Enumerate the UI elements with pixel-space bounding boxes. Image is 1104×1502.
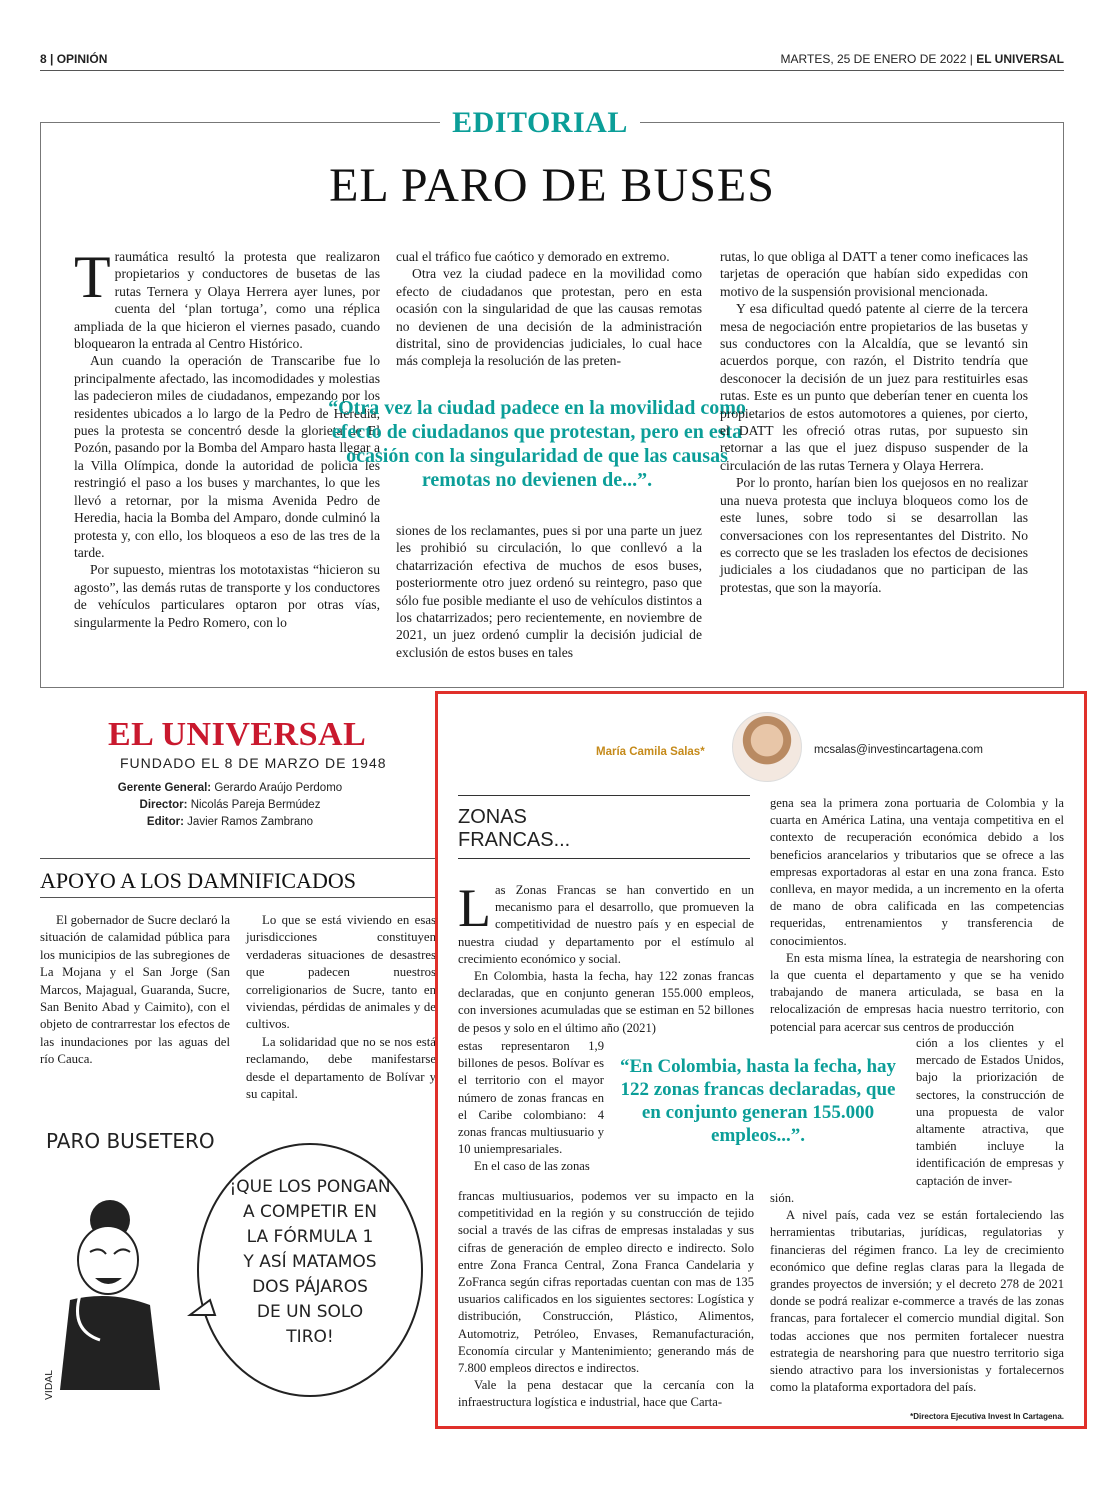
editorial-col3-p1: rutas, lo que obliga al DATT a tener como ineficaces las tarjetas de operación que habían sido expedidas con motivo de la suspensión provisional mencionada. (720, 249, 1028, 299)
column-col1-narrow (458, 1038, 604, 1176)
column-title-bottom-rule (458, 858, 750, 859)
editorial-column-2-bottom (396, 522, 702, 661)
column-title-top-rule (458, 795, 750, 796)
editorial-col1-p3: Por supuesto, mientras los mototaxistas “hicieron su agosto”, las demás rutas de transporte y los conductores de vehículos particulares optaron por otras vías, singularmente la Pedro Romero, con lo (74, 562, 380, 630)
editorial-column-2-top (396, 248, 702, 370)
apoyo-col2-p1: Lo que se está viviendo en esas jurisdicciones constituyen verdaderas situaciones de desastres que padecen nuestros correligionarios de Sucre, tanto en viviendas, pérdidas de animales y de cultivos. (246, 913, 436, 1032)
staff-line: Director: Nicolás Pareja Bermúdez (139, 799, 321, 811)
author-email: mcsalas@investincartagena.com (814, 744, 983, 756)
column-col1-p1: as Zonas Francas se han convertido en un mecanismo para el desarrollo, que promueven la competitividad de nuestro país y en especial de nuestra ciudad y departamento por el estímulo al crecimiento económico y social. (458, 883, 754, 966)
column-col1-top (458, 878, 754, 1037)
cartoon-character (60, 1200, 160, 1390)
column-col1-p2: En Colombia, hasta la fecha, hay 122 zonas francas declaradas, que en conjunto generan 155.000 empleos, con inversiones acumuladas que se estiman en 52 billones de pesos y solo en el último año (2021) (458, 969, 754, 1035)
bubble-line: Y ASÍ MATAMOS (243, 1252, 377, 1272)
editorial-col2-p3: siones de los reclamantes, pues si por una parte un juez les prohibió su circulación, lo que conllevó a la chatarrización efectiva de muchos de esos buses, posteriormente otro juez ordenó su reintegro, paso que sólo fue posible mediante el uso de vehículos distintos a los chatarrizados; pero recientemente, en noviembre de 2021, un juez ordenó cumplir la decisión judicial de exclusión de estos buses en tales (396, 523, 702, 660)
editorial-dropcap: T (74, 244, 111, 310)
top-rule (40, 70, 1064, 71)
column-col1-bottom (458, 1188, 754, 1412)
column-col2-top (770, 795, 1064, 1036)
bubble-line: A COMPETIR EN (242, 1202, 378, 1222)
apoyo-column-2 (246, 912, 436, 1103)
editorial-pullquote: “Otra vez la ciudad padece en la movilidad como efecto de ciudadanos que protestan, pero en esta ocasión con la singularidad de que las causas remotas no devienen de...”. (328, 397, 746, 491)
bubble-line: LA FÓRMULA 1 (246, 1227, 374, 1247)
bubble-line: ¡QUE LOS PONGAN (229, 1177, 391, 1197)
column-col1-p5: francas multiusuarios, podemos ver su impacto en la competitividad en la región y su construcción de tejido social a través de las cifras de empresas instaladas y sus cifras de generación de empleo directo e indirecto. Solo entre Zona Franca Central, Zona Franca Candelaria y ZoFranca según cifras reportadas cuentan con mas de 135 usuarios calificados en los siguientes sectores: Logística y distribución, Construcción, Plástico, Alimentos, Automotriz, Petróleo, Envases, Remanufacturación, Economía circular y Mantenimiento; generando más de 7.800 empleos directos e indirectos. (458, 1189, 754, 1376)
editorial-col3-p2: Y esa dificultad quedó patente al cierre de la tercera mesa de negociación entre propietarios de las busetas y sus conductores con la Alcaldía, que se levantó sin acuerdos porque, con razón, el Distrito tendría que desconocer la decisión de un juez para restituirles esas rutas. Este es un punto que deberían tener en cuenta los propietarios de estos automotores a quienes, por cierto, el DATT les ofreció otras rutas, por supuesto sin retornar a las que el juez dispuso suspender de la circulación de las rutas Ternera y Olaya Herrera. (720, 301, 1028, 473)
column-author: María Camila Salas* (596, 746, 705, 758)
apoyo-title: APOYO A LOS DAMNIFICADOS (40, 868, 356, 893)
column-col2-p4: sión. (770, 1191, 795, 1205)
column-footnote: *Directora Ejecutiva Invest In Cartagena. (910, 1412, 1064, 1421)
apoyo-col1-p1: El gobernador de Sucre declaró la situación de calamidad pública para los municipios de las subregiones de La Mojana y el San Jorge (San Marcos, Majagual, Guaranda, Sucre, San Benito Abad y Caimito), con el objeto de contrarrestar los efectos de las inundaciones por las aguas del río Cauca. (40, 913, 230, 1067)
cartoon-illustration (40, 1100, 435, 1420)
column-col2-p1: gena sea la primera zona portuaria de Colombia y la cuarta en América Latina, una ventaja competitiva en el contexto de recuperación económica debido a los beneficios arancelarios y tributarios que se ofrece a las empresas exportadoras al estar en una zona franca. Esto conlleva, en mayor medida, a un incremento en la oferta de mano de obra calificada en las competencias requeridas, entrenamientos y transferencia de conocimientos. (770, 796, 1064, 948)
column-dropcap: L (458, 878, 491, 938)
apoyo-column-1 (40, 912, 230, 1069)
column-col2-bottom (770, 1190, 1064, 1396)
masthead-founded: FUNDADO EL 8 DE MARZO DE 1948 (120, 755, 387, 771)
author-avatar (732, 712, 802, 782)
editorial-box-top-right-rule (640, 122, 1063, 123)
bubble-line: DE UN SOLO (256, 1302, 364, 1322)
editorial-col1-p1: raumática resultó la protesta que realizaron propietarios y conductores de busetas de las rutas Ternera y Olaya Herrera ayer lunes, por cuenta del ‘plan tortuga’, como una réplica ampliada de la que hicieron el viernes pasado, cuando bloquearon la entrada al Centro Histórico. (74, 249, 380, 352)
editorial-col2-p1: cual el tráfico fue caótico y demorado en extremo. (396, 249, 670, 264)
editorial-col1-p2: Aun cuando la operación de Transcaribe fue lo principalmente afectado, las incomodidades y molestias las padecieron miles de ciudadanos, empezando por los residentes ubicados a lo largo de la Pedro de Heredia, pues la protesta se concentró desde la glorieta de El Pozón, pasando por la Bomba del Amparo hasta llegar a la Villa Olímpica, donde la autoridad de policía les restringió el paso a los buses y marchantes, lo que les llevó a retornar, por la misma Avenida Pedro de Heredia, hacia la Bomba del Amparo, donde culminó la protesta y, con ello, los bloqueos a eso de las tres de la tarde. (74, 353, 380, 560)
column-col2-p2: En esta misma línea, la estrategia de nearshoring con la que cuenta el departamento y que se ha venido trabajando de manera articulada, se basa en la relocalización de empresas hacia nuestro territorio, con potencial para acercar sus centros de producción (770, 950, 1064, 1034)
column-title-line: ZONAS (458, 806, 527, 828)
apoyo-top-rule (40, 858, 435, 859)
bubble-line: DOS PÁJAROS (252, 1277, 368, 1297)
editorial-box-top-left-rule (40, 122, 440, 123)
staff-line: Gerente General: Gerardo Araújo Perdomo (117, 782, 343, 794)
staff-line: Editor: Javier Ramos Zambrano (146, 816, 314, 828)
cartoon-title: PARO BUSETERO (46, 1129, 215, 1153)
column-col1-p6: Vale la pena destacar que la cercanía con la infraestructura logística e industrial, hace que Carta- (458, 1378, 754, 1410)
apoyo-col2-p2: La solidaridad que no se nos está reclamando, debe manifestarse desde el departamento de Bolívar y su capital. (246, 1034, 436, 1102)
masthead-brand: EL UNIVERSAL (108, 716, 367, 753)
column-col2-p5: A nivel país, cada vez se están fortaleciendo las herramientas tributarias, jurídicas, regulatorias y financieras del régimen franco. La ley de crecimiento económico que define reglas claras para la llegada de grandes proyectos de inversión; y el decreto 278 de 2021 donde se podrá realizar e-commerce a través de las zonas francas, para fortalecer el comercio mundial digital. Son todas acciones que nos permiten fortalecer nuestra estrategia de nearshoring para que nuestro territorio siga siendo atractivo para los inversionistas y fortalecernos como la plataforma exportadora del país. (770, 1208, 1064, 1395)
column-col1-p3: estas representaron 1,9 billones de pesos. Bolívar es el territorio con el mayor número de zonas francas en el Caribe colombiano: 4 zonas francas multiusuario y 10 uniempresariales. (458, 1039, 604, 1157)
page-section-label: 8 | OPINIÓN (40, 52, 108, 66)
date-line (781, 52, 1064, 66)
column-title (458, 806, 570, 852)
editorial-kicker: EDITORIAL (452, 106, 628, 139)
masthead-staff (90, 780, 370, 831)
column-pullquote: “En Colombia, hasta la fecha, hay 122 zonas francas declaradas, que en conjunto generan 155.000 empleos...”. (619, 1056, 897, 1146)
editorial-col3-p3: Por lo pronto, harían bien los quejosos en no realizar una nueva protesta que incluya bloqueos como los de este lunes, sobre todo si se desarrollan las conversaciones con los representantes del Distrito. No es correcto que se les trasladen los efectos de decisiones judiciales a los ciudadanos que no participan de las protestas, que son la mayoría. (720, 475, 1028, 595)
bubble-text (229, 1177, 390, 1347)
column-col2-p3: ción a los clientes y el mercado de Estados Unidos, bajo la priorización de sectores, la construcción de una propuesta de valor altamente atractiva, que también incluye la identificación de empresas y captación de inver- (916, 1036, 1064, 1188)
cartoon-signature: VIDAL (44, 1370, 55, 1400)
apoyo-bottom-rule (40, 897, 435, 898)
column-col2-narrow (916, 1035, 1064, 1190)
column-title-line: FRANCAS... (458, 829, 571, 851)
column-col1-p4: En el caso de las zonas (474, 1159, 590, 1174)
bubble-line: TIRO! (286, 1327, 334, 1347)
date-text: MARTES, 25 DE ENERO DE 2022 | (780, 52, 973, 66)
editorial-headline: EL PARO DE BUSES (329, 159, 775, 212)
editorial-col2-p2: Otra vez la ciudad padece en la movilidad como efecto de ciudadanos que protestan, pero en esta ocasión con la singularidad de que las causas remotas no devienen de una decisión de la administración distrital, sino de providencias judiciales, lo cual hace más compleja la resolución de las preten- (396, 266, 702, 369)
paper-name: EL UNIVERSAL (976, 52, 1064, 66)
editorial-column-3 (720, 248, 1028, 596)
